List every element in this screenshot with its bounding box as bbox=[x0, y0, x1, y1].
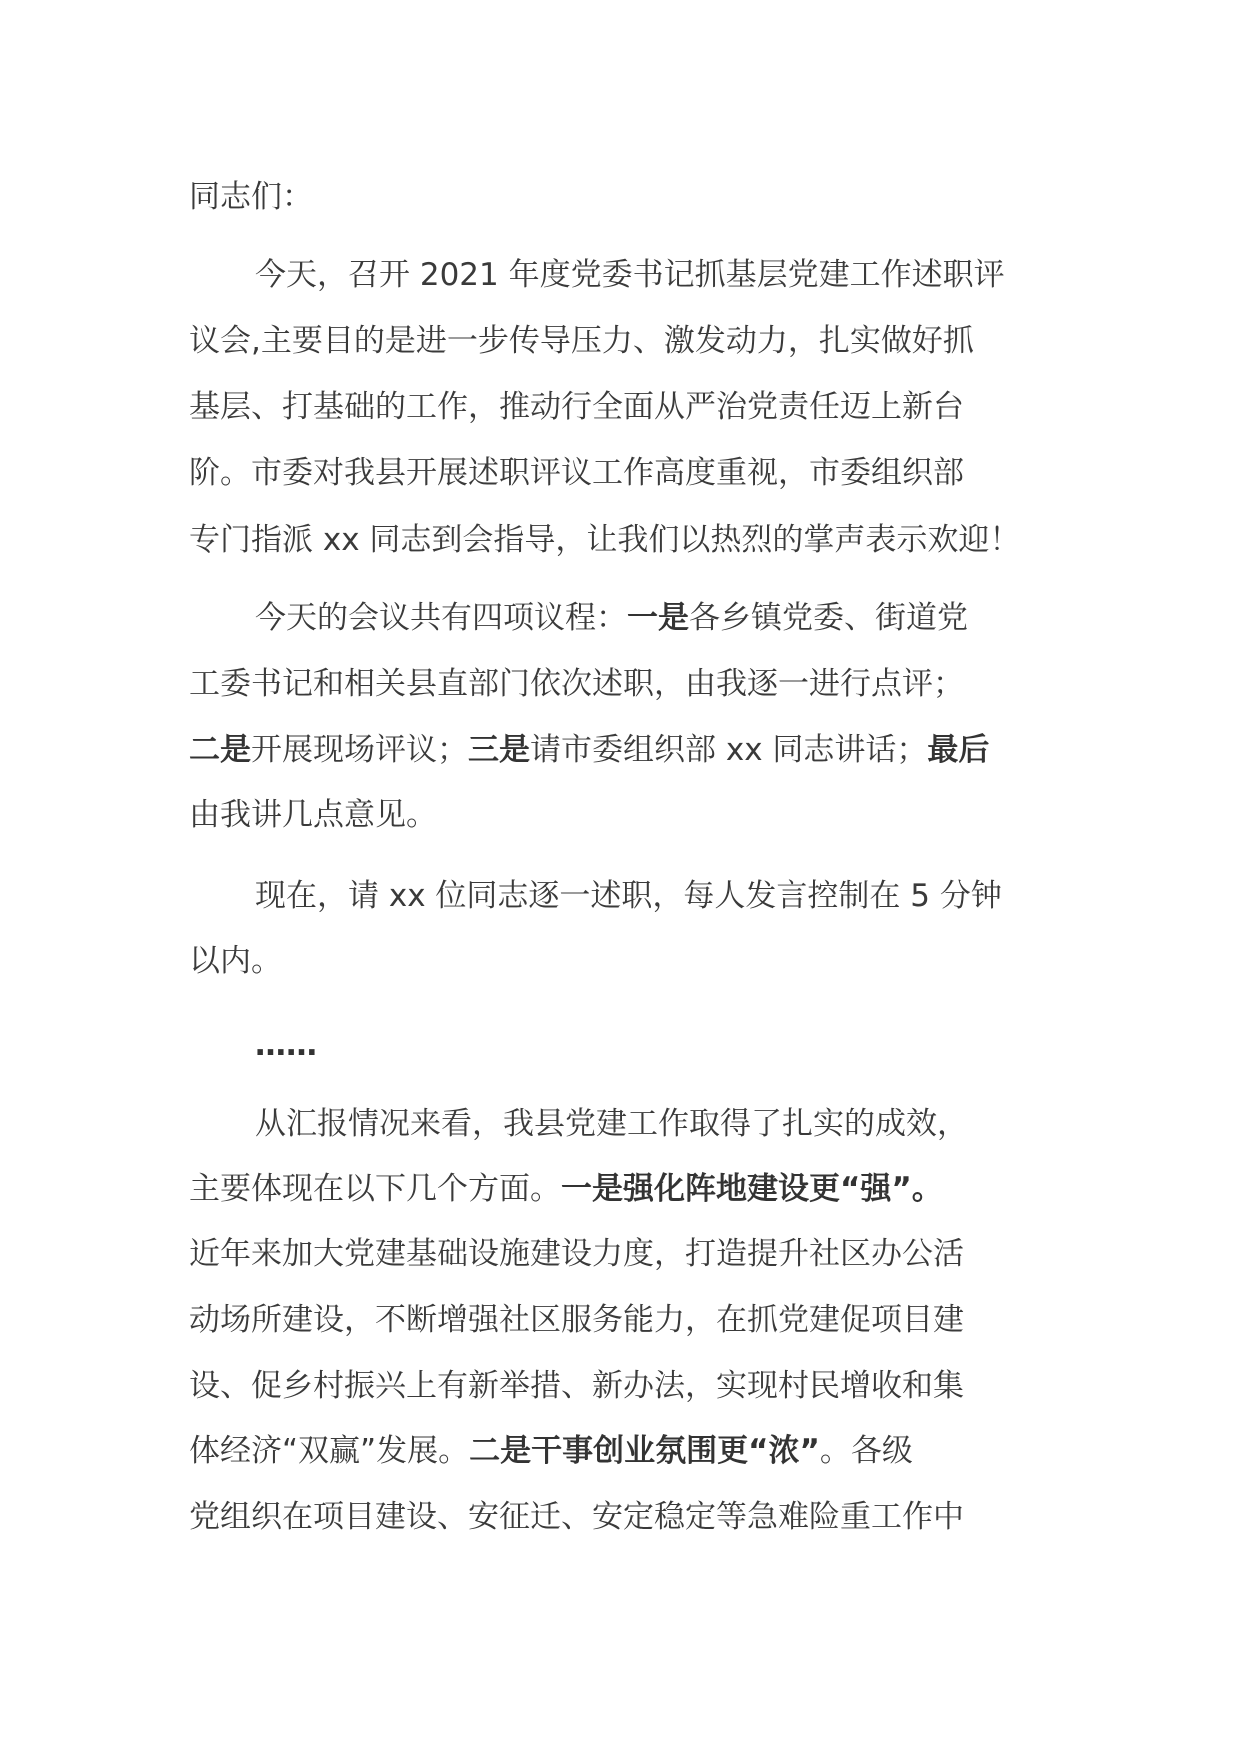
text-line bbox=[255, 1102, 1135, 1146]
text-segment: 基层、打基础的工作，推动行全面从严治党责任迈上新台 bbox=[189, 389, 964, 425]
bold-text: 一是 bbox=[627, 600, 689, 636]
text-line bbox=[189, 1429, 1069, 1473]
text-line bbox=[189, 1495, 1069, 1539]
text-segment: 主要体现在以下几个方面。 bbox=[189, 1171, 561, 1207]
bold-text: 最后 bbox=[927, 732, 990, 768]
text-line bbox=[255, 1023, 1135, 1067]
text-segment: 议会,主要目的是进一步传导压力、激发动力，扎实做好抓 bbox=[189, 323, 974, 359]
bold-text: …… bbox=[255, 1027, 317, 1063]
text-line bbox=[189, 175, 1069, 219]
text-line bbox=[255, 874, 1135, 918]
text-line bbox=[255, 253, 1135, 297]
text-line bbox=[189, 728, 1069, 772]
text-segment: 设、促乡村振兴上有新举措、新办法，实现村民增收和集 bbox=[189, 1368, 964, 1404]
text-segment: 开展现场评议； bbox=[251, 732, 468, 768]
text-segment: 专门指派 xx 同志到会指导，让我们以热烈的掌声表示欢迎！ bbox=[189, 522, 1021, 558]
text-segment: 由我讲几点意见。 bbox=[189, 797, 437, 833]
text-segment: 同志们： bbox=[189, 179, 313, 215]
text-line bbox=[189, 939, 1069, 983]
text-segment: 以内。 bbox=[189, 943, 282, 979]
text-segment: 动场所建设，不断增强社区服务能力，在抓党建促项目建 bbox=[189, 1302, 964, 1338]
text-line bbox=[189, 319, 1069, 363]
text-segment: 党组织在项目建设、安征迁、安定稳定等急难险重工作中 bbox=[189, 1499, 964, 1535]
text-segment: 今天，召开 2021 年度党委书记抓基层党建工作述职评 bbox=[255, 257, 1005, 293]
bold-text: 二是干事创业氛围更“浓” bbox=[469, 1433, 820, 1469]
text-line bbox=[189, 1232, 1069, 1276]
text-segment: 阶。市委对我县开展述职评议工作高度重视，市委组织部 bbox=[189, 455, 964, 491]
text-segment: 从汇报情况来看，我县党建工作取得了扎实的成效， bbox=[255, 1106, 968, 1142]
text-segment: 体经济“双赢”发展。 bbox=[189, 1433, 470, 1469]
text-line bbox=[189, 518, 1069, 562]
text-line bbox=[189, 793, 1069, 837]
bold-text: 一是强化阵地建设更“强”。 bbox=[561, 1171, 943, 1207]
text-segment: 近年来加大党建基础设施建设力度，打造提升社区办公活 bbox=[189, 1236, 964, 1272]
text-segment: 。各级 bbox=[819, 1433, 913, 1469]
text-line bbox=[189, 1167, 1069, 1211]
text-line bbox=[189, 1364, 1069, 1408]
text-segment: 工委书记和相关县直部门依次述职，由我逐一进行点评； bbox=[189, 666, 964, 702]
bold-text: 三是 bbox=[468, 732, 530, 768]
text-segment: 各乡镇党委、街道党 bbox=[689, 600, 968, 636]
text-segment: 请市委组织部 xx 同志讲话； bbox=[530, 732, 928, 768]
text-line bbox=[189, 385, 1069, 429]
text-segment: 今天的会议共有四项议程： bbox=[255, 600, 627, 636]
bold-text: 二是 bbox=[189, 732, 251, 768]
text-line bbox=[255, 596, 1135, 640]
text-line bbox=[189, 1298, 1069, 1342]
text-segment: 现在，请 xx 位同志逐一述职，每人发言控制在 5 分钟 bbox=[255, 878, 1002, 914]
text-line bbox=[189, 451, 1069, 495]
text-line bbox=[189, 662, 1069, 706]
